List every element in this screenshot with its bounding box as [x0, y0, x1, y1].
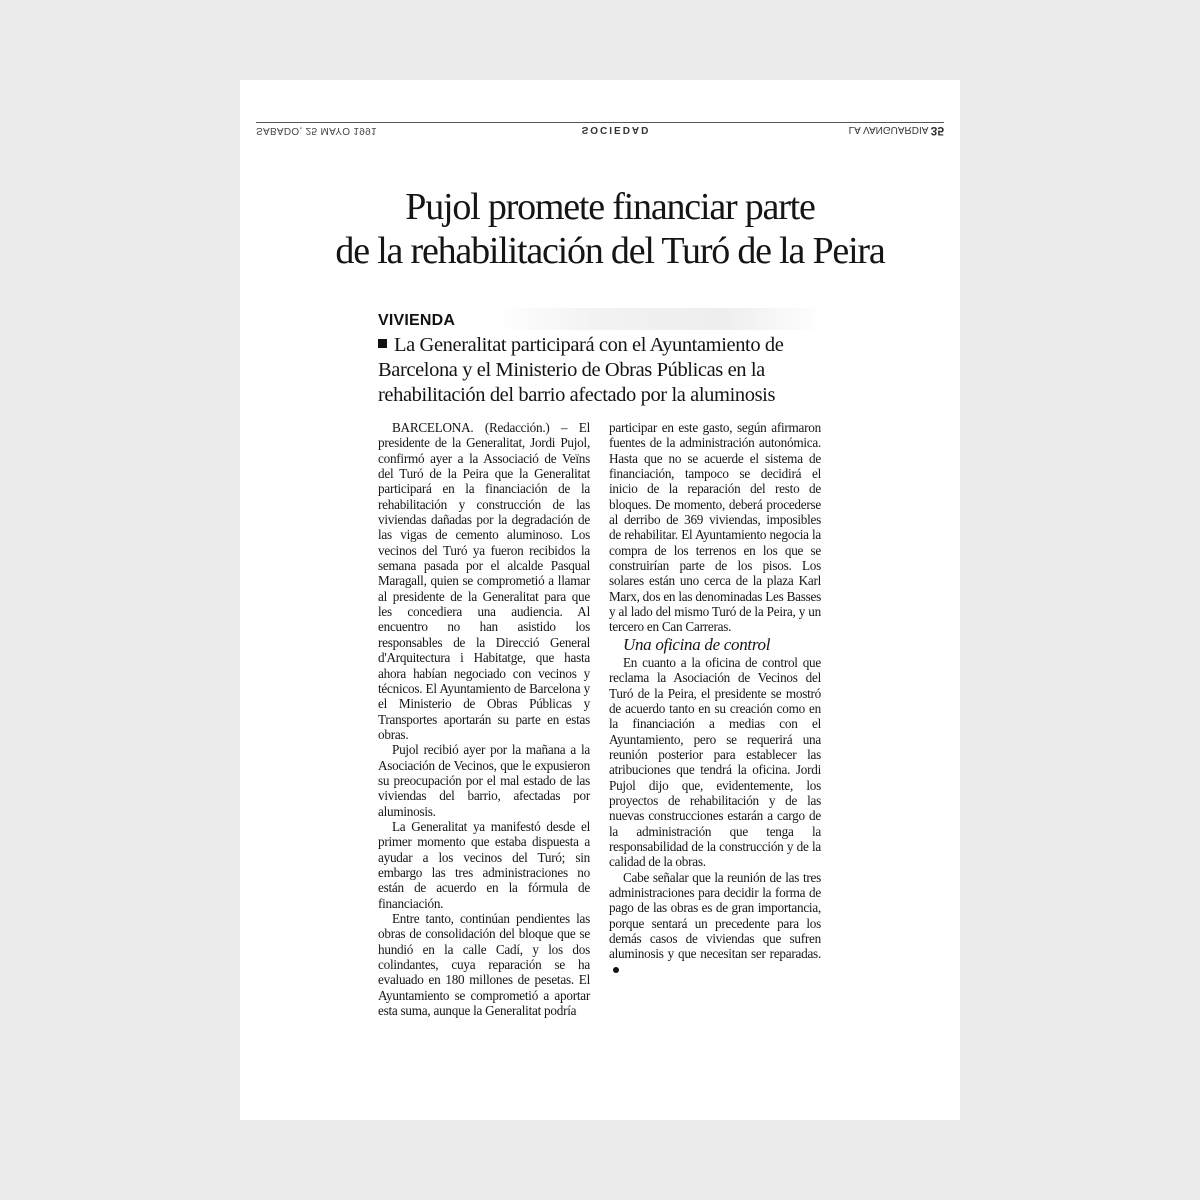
section-label: VIVIENDA: [378, 312, 456, 329]
header-date: SABADO, 25 MAYO 1991: [256, 125, 377, 136]
paragraph: participar en este gasto, según afirmaron fuentes de la administración autonómica. Hasta que no se acuerde el sistema de financiación, tampoco se decidirá el inicio de la reparación del resto de bloques. De momento, deberá procederse al derribo de 369 viviendas, imposibles de rehabilitar. El Ayuntamiento negocia la compra de los terrenos en los que se construirían parte de los pisos. Los solares están uno cerca de la plaza Karl Marx, dos en las denominadas Les Basses y al lado del mismo Turó de la Peira, y un tercero en Can Carreras.: [609, 420, 821, 635]
headline: [300, 185, 920, 273]
article-column-1: [378, 420, 590, 1018]
paragraph-final: [609, 870, 821, 977]
header-section: SOCIEDAD: [581, 124, 651, 135]
subheadline-text: La Generalitat participará con el Ayuntamiento de Barcelona y el Ministerio de Obras Públicas en la rehabilitación del barrio afectado por la aluminosis: [378, 334, 784, 406]
paragraph: En cuanto a la oficina de control que reclama la Asociación de Vecinos del Turó de la Peira, el presidente se mostró de acuerdo tanto en su creación como en la financiación a medias con el Ayuntamiento, pero se requerirá una reunión posterior para establecer las atribuciones que tendrá la oficina. Jordi Pujol dijo que, evidentemente, los proyectos de rehabilitación y de las nuevas construcciones estarán a cargo de la administración que tenga la responsabilidad de la construcción y de la calidad de la obras.: [609, 654, 821, 870]
bullet-square-icon: [378, 339, 387, 348]
headline-line-2: de la rehabilitación del Turó de la Peira: [335, 230, 885, 272]
paragraph: La Generalitat ya manifestó desde el primer momento que estaba dispuesta a ayudar a los vecinos del Turó; sin embargo las tres administraciones no están de acuerdo en la fórmula de financiación.: [378, 818, 590, 911]
header-page-number: 35: [930, 124, 944, 138]
paragraph: BARCELONA. (Redacción.) – El presidente de la Generalitat, Jordi Pujol, confirmó ayer a la Associació de Veïns del Turó de la Peira que la Generalitat participará en la financiación de la rehabilitación y construcción de las viviendas dañadas por la degradación de las vigas de cemento aluminoso. Los vecinos del Turó ya fueron recibidos la semana pasada por el alcalde Pasqual Maragall, quien se comprometió a llamar al presidente de la Generalitat para que les concediera una audiencia. Al encuentro no han asistido los responsables de la Direcció General d'Arquitectura i Habitatge, que hasta ahora habían negociado con vecinos y técnicos. El Ayuntamiento de Barcelona y el Ministerio de Obras Públicas y Transportes aportarán su parte en estas obras.: [378, 420, 590, 742]
subheadline: [378, 333, 830, 408]
subsection-heading: Una oficina de control: [623, 634, 771, 654]
bleed-through-smudge: [495, 308, 825, 330]
paragraph-text: Cabe señalar que la reunión de las tres administraciones para decidir la forma de pago de las obras es de gran importancia, porque sentará un precedente para los demás casos de viviendas que sufren aluminosis y que necesitan ser reparadas.: [609, 869, 821, 962]
page-header: [256, 122, 944, 137]
paragraph: Entre tanto, continúan pendientes las obras de consolidación del bloque que se hundió en la calle Cadí, y los dos colindantes, cuya reparación se ha evaluado en 180 millones de pesetas. El Ayuntamiento se comprometió a aportar esta suma, aunque la Generalitat podría: [378, 911, 590, 1019]
article-column-2: [609, 420, 821, 977]
header-masthead: [849, 124, 944, 138]
headline-line-1: Pujol promete financiar parte: [405, 186, 815, 228]
paragraph: Pujol recibió ayer por la mañana a la Asociación de Vecinos, que le expusieron su preocupación por el mal estado de las viviendas del barrio, afectadas por aluminosis.: [378, 742, 590, 819]
end-mark-icon: [613, 967, 619, 973]
header-newspaper-name: LA VANGUARDIA: [848, 124, 928, 135]
newspaper-page: [240, 80, 960, 1120]
